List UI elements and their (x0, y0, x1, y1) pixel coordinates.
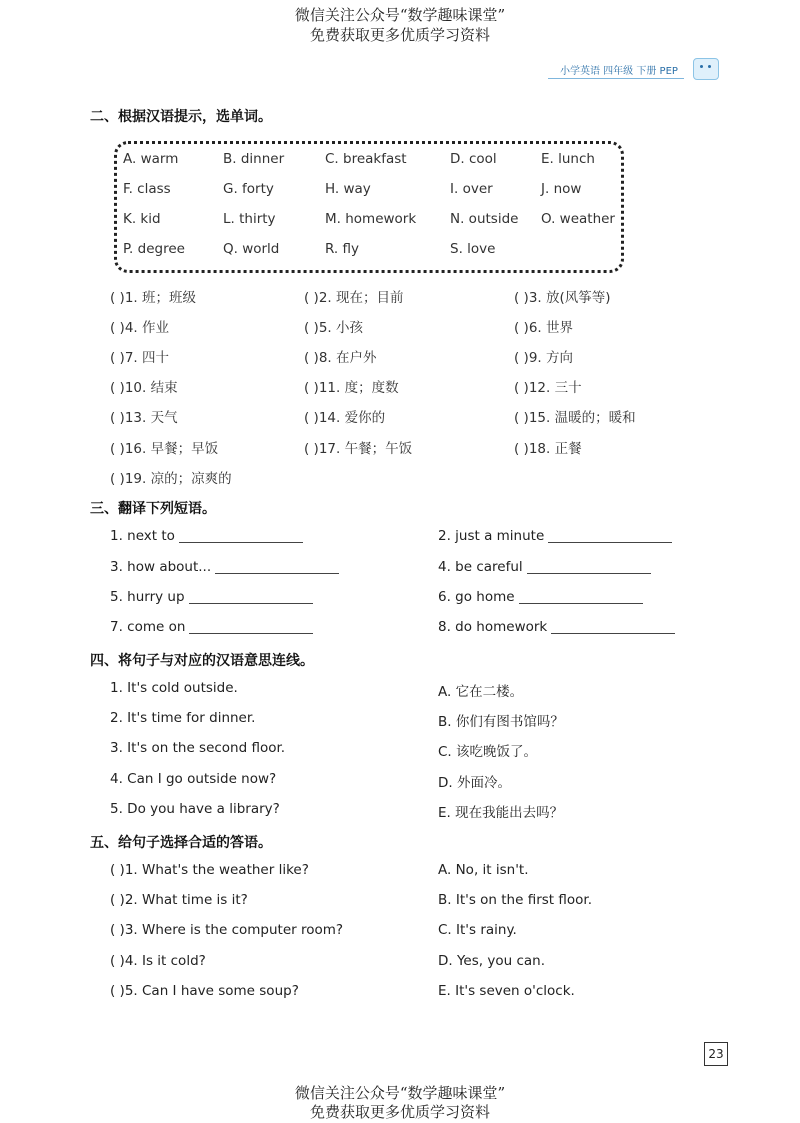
question-item: ( )1. What's the weather like? (110, 862, 309, 878)
choice-item: ( )11. 度；度数 (304, 380, 399, 396)
phrase-item (438, 528, 672, 544)
match-right-item[interactable]: B. 你们有图书馆吗？ (438, 714, 564, 730)
option: N. outside (450, 211, 519, 227)
answer-option: D. Yes, you can. (438, 953, 545, 969)
choice-item: ( )15. 温暖的；暖和 (514, 410, 636, 426)
match-left-item[interactable]: 3. It's on the second floor. (110, 740, 286, 756)
section-2-title: 二、根据汉语提示，选单词。 (90, 109, 272, 125)
answer-blank[interactable] (519, 589, 643, 604)
option: M. homework (325, 211, 417, 227)
watermark-line-2: 免费获取更多优质学习资料 (309, 26, 490, 44)
phrase-item (110, 559, 339, 575)
choice-item: ( )7. 四十 (110, 350, 169, 366)
match-left-item[interactable]: 5. Do you have a library? (110, 801, 280, 817)
choice-item: ( )13. 天气 (110, 410, 178, 426)
choice-item: ( )17. 午餐；午饭 (304, 441, 413, 457)
choice-item: ( )10. 结束 (110, 380, 178, 396)
choice-item: ( )8. 在户外 (304, 350, 377, 366)
answer-blank[interactable] (527, 559, 651, 574)
option: L. thirty (223, 211, 276, 227)
answer-blank[interactable] (551, 619, 675, 634)
choice-item: ( )1. 班；班级 (110, 290, 196, 306)
phrase-text: 4. be careful (438, 559, 523, 575)
option: B. dinner (223, 151, 285, 167)
answer-blank[interactable] (189, 619, 313, 634)
match-right-item[interactable]: E. 现在我能出去吗？ (438, 805, 564, 821)
answer-option: B. It's on the first floor. (438, 892, 593, 908)
choice-item: ( )18. 正餐 (514, 441, 582, 457)
phrase-text: 8. do homework (438, 619, 548, 635)
choice-item: ( )2. 现在；目前 (304, 290, 404, 306)
option: J. now (541, 181, 582, 197)
bear-icon (693, 58, 719, 80)
section-3-title: 三、翻译下列短语。 (90, 501, 216, 517)
phrase-item (110, 589, 313, 605)
choice-item: ( )6. 世界 (514, 320, 573, 336)
choice-item: ( )3. 放(风筝等) (514, 290, 611, 306)
option: G. forty (223, 181, 274, 197)
answer-option: E. It's seven o'clock. (438, 983, 575, 999)
question-item: ( )2. What time is it? (110, 892, 248, 908)
phrase-text: 2. just a minute (438, 528, 545, 544)
choice-item: ( )16. 早餐；早饭 (110, 441, 219, 457)
match-right-item[interactable]: A. 它在二楼。 (438, 684, 524, 700)
watermark-line-1: 微信关注公众号“数学趣味课堂” (294, 6, 506, 24)
option: E. lunch (541, 151, 595, 167)
answer-option: C. It's rainy. (438, 922, 517, 938)
choice-item: ( )4. 作业 (110, 320, 169, 336)
question-item: ( )5. Can I have some soup? (110, 983, 299, 999)
phrase-text: 5. hurry up (110, 589, 185, 605)
match-right-item[interactable]: C. 该吃晚饭了。 (438, 744, 538, 760)
answer-blank[interactable] (189, 589, 313, 604)
phrase-item (438, 589, 643, 605)
match-left-item[interactable]: 2. It's time for dinner. (110, 710, 256, 726)
option: F. class (123, 181, 171, 197)
option: R. fly (325, 241, 359, 257)
option: D. cool (450, 151, 497, 167)
phrase-item (110, 619, 313, 635)
phrase-text: 7. come on (110, 619, 186, 635)
match-left-item[interactable]: 1. It's cold outside. (110, 680, 238, 696)
question-item: ( )4. Is it cold? (110, 953, 206, 969)
answer-option: A. No, it isn't. (438, 862, 529, 878)
choice-item: ( )5. 小孩 (304, 320, 363, 336)
phrase-text: 6. go home (438, 589, 515, 605)
option: H. way (325, 181, 371, 197)
answer-blank[interactable] (179, 528, 303, 543)
choice-item: ( )14. 爱你的 (304, 410, 386, 426)
phrase-item (438, 619, 675, 635)
option: Q. world (223, 241, 280, 257)
section-4-title: 四、将句子与对应的汉语意思连线。 (90, 653, 314, 669)
watermark-bottom-line-2: 免费获取更多优质学习资料 (309, 1103, 490, 1121)
phrase-text: 3. how about... (110, 559, 212, 575)
option: P. degree (123, 241, 185, 257)
choice-item: ( )19. 凉的；凉爽的 (110, 471, 232, 487)
watermark-bottom-line-1: 微信关注公众号“数学趣味课堂” (294, 1084, 506, 1102)
book-label: 小学英语 四年级 下册 PEP (560, 66, 678, 77)
match-left-item[interactable]: 4. Can I go outside now? (110, 771, 277, 787)
option: O. weather (541, 211, 615, 227)
section-5-title: 五、给句子选择合适的答语。 (90, 835, 272, 851)
match-right-item[interactable]: D. 外面冷。 (438, 775, 511, 791)
choice-item: ( )9. 方向 (514, 350, 573, 366)
header-divider (548, 78, 684, 79)
page-number: 23 (704, 1042, 728, 1066)
choice-item: ( )12. 三十 (514, 380, 582, 396)
option: I. over (450, 181, 493, 197)
question-item: ( )3. Where is the computer room? (110, 922, 344, 938)
option: K. kid (123, 211, 161, 227)
phrase-text: 1. next to (110, 528, 175, 544)
option: A. warm (123, 151, 179, 167)
option: C. breakfast (325, 151, 407, 167)
phrase-item (438, 559, 651, 575)
answer-blank[interactable] (548, 528, 672, 543)
answer-blank[interactable] (215, 559, 339, 574)
phrase-item (110, 528, 303, 544)
option: S. love (450, 241, 496, 257)
